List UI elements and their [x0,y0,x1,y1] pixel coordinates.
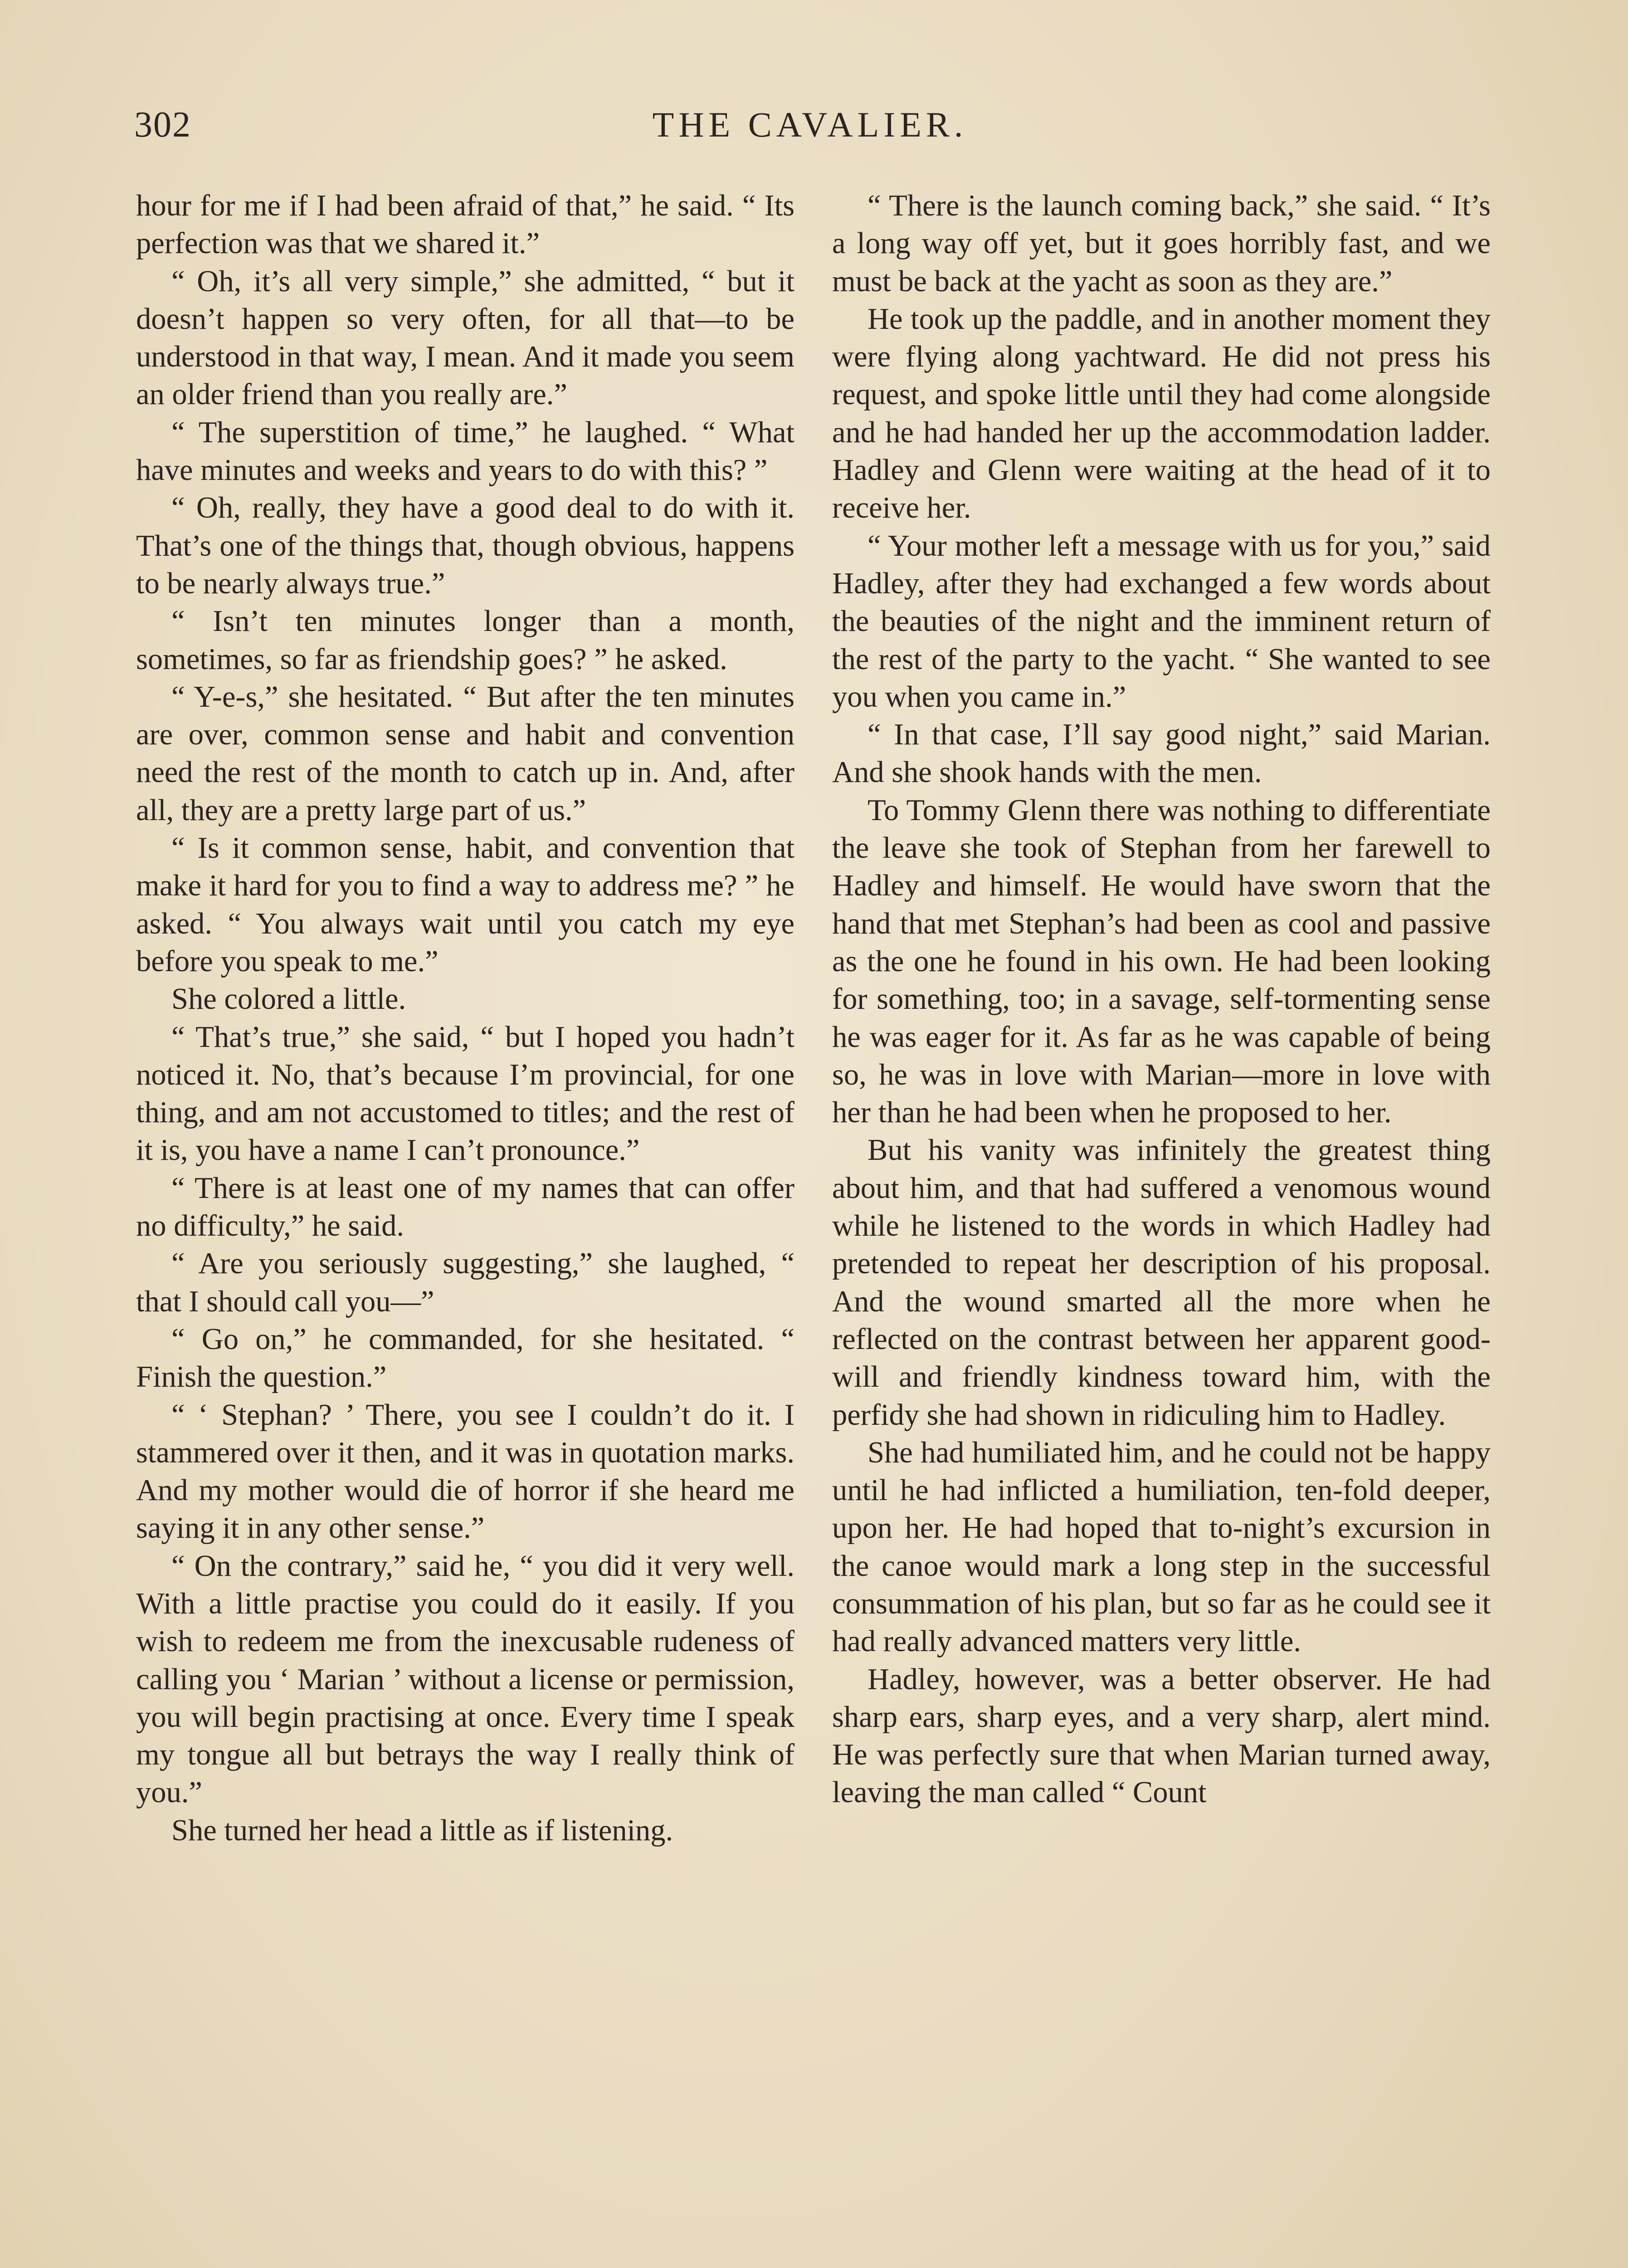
paragraph: She had humiliated him, and he could not be happy until he had inflicted a humiliation, ten-fold deeper, upon her. He had hoped that to-night’s excursion in the canoe would mark a long step in the successful consummation of his plan, but so far as he could see it had really advanced matters very little. [832,1436,1491,1658]
paragraph: “ Y-e-s,” she hesitated. “ But after the ten minutes are over, common sense and habit and convention need the rest of the month to catch up in. And, after all, they are a pretty large part of us.” [136,680,795,827]
paragraph: “ In that case, I’ll say good night,” said Marian. And she shook hands with the men. [832,718,1491,789]
paragraph: “ The superstition of time,” he laughed. “ What have minutes and weeks and years to do with this? ” [136,415,795,487]
running-title: THE CAVALIER. [652,105,968,144]
paragraph: “ There is at least one of my names that can offer no difficulty,” he said. [136,1171,795,1243]
paragraph: To Tommy Glenn there was nothing to differentiate the leave she took of Stephan from her farewell to Hadley and himself. He would have sworn that the hand that met Stephan’s had been as cool and passive as the one he found in his own. He had been looking for something, too; in a savage, self-tormenting sense he was eager for it. As far as he was capable of being so, he was in love with Marian—more in love with her than he had been when he proposed to her. [832,793,1491,1129]
paragraph: “ ‘ Stephan? ’ There, you see I couldn’t do it. I stammered over it then, and it was in quotation marks. And my mother would die of horror if she heard me saying it in any other sense.” [136,1398,795,1545]
page-header [134,104,1486,154]
paragraph: “ There is the launch coming back,” she said. “ It’s a long way off yet, but it goes horribly fast, and we must be back at the yacht as soon as they are.” [832,189,1491,298]
paragraph: hour for me if I had been afraid of that,” he said. “ Its perfection was that we shared it.” [136,189,795,260]
paragraph: “ Oh, really, they have a good deal to do with it. That’s one of the things that, though obvious, happens to be nearly always true.” [136,491,795,600]
paragraph: “ Oh, it’s all very simple,” she admitted, “ but it doesn’t happen so very often, for all that—to be understood in that way, I mean. And it made you seem an older friend than you really are.” [136,264,795,411]
paragraph: “ Are you seriously suggesting,” she laughed, “ that I should call you—” [136,1247,795,1318]
paragraph: She colored a little. [171,982,406,1016]
paragraph: “ Your mother left a message with us for you,” said Hadley, after they had exchanged a few words about the beauties of the night and the imminent return of the rest of the party to the yacht. “ She wanted to see you when you came in.” [832,529,1491,714]
left-column [136,187,795,1849]
paragraph: She turned her head a little as if listening. [171,1813,673,1847]
right-column [832,187,1491,1812]
paragraph: “ That’s true,” she said, “ but I hoped you hadn’t noticed it. No, that’s because I’m provincial, for one thing, and am not accustomed to titles; and the rest of it is, you have a name I can’t pronounce.” [136,1020,795,1167]
paragraph: “ Is it common sense, habit, and convention that make it hard for you to find a way to address me? ” he asked. “ You always wait until you catch my eye before you speak to me.” [136,831,795,978]
paragraph: “ Go on,” he commanded, for she hesitated. “ Finish the question.” [136,1322,795,1394]
paragraph: Hadley, however, was a better observer. He had sharp ears, sharp eyes, and a very sharp, alert mind. He was perfectly sure that when Marian turned away, leaving the man called “ Count [832,1662,1491,1809]
paragraph: He took up the paddle, and in another moment they were flying along yachtward. He did not press his request, and spoke little until they had come alongside and he had handed her up the accommodation ladder. Hadley and Glenn were waiting at the head of it to receive her. [832,302,1491,525]
paragraph: “ On the contrary,” said he, “ you did it very well. With a little practise you could do it easily. If you wish to redeem me from the inexcusable rudeness of calling you ‘ Marian ’ without a license or permission, you will begin practising at once. Every time I speak my tongue all but betrays the way I really think of you.” [136,1549,795,1809]
paragraph: But his vanity was infinitely the greatest thing about him, and that had suffered a venomous wound while he listened to the words in which Hadley had pretended to repeat her description of his proposal. And the wound smarted all the more when he reflected on the contrast between her apparent good-will and friendly kindness toward him, with the perfidy she had shown in ridiculing him to Hadley. [832,1134,1491,1432]
page-number: 302 [134,105,191,145]
paragraph: “ Isn’t ten minutes longer than a month, sometimes, so far as friendship goes? ” he asked. [136,605,795,676]
